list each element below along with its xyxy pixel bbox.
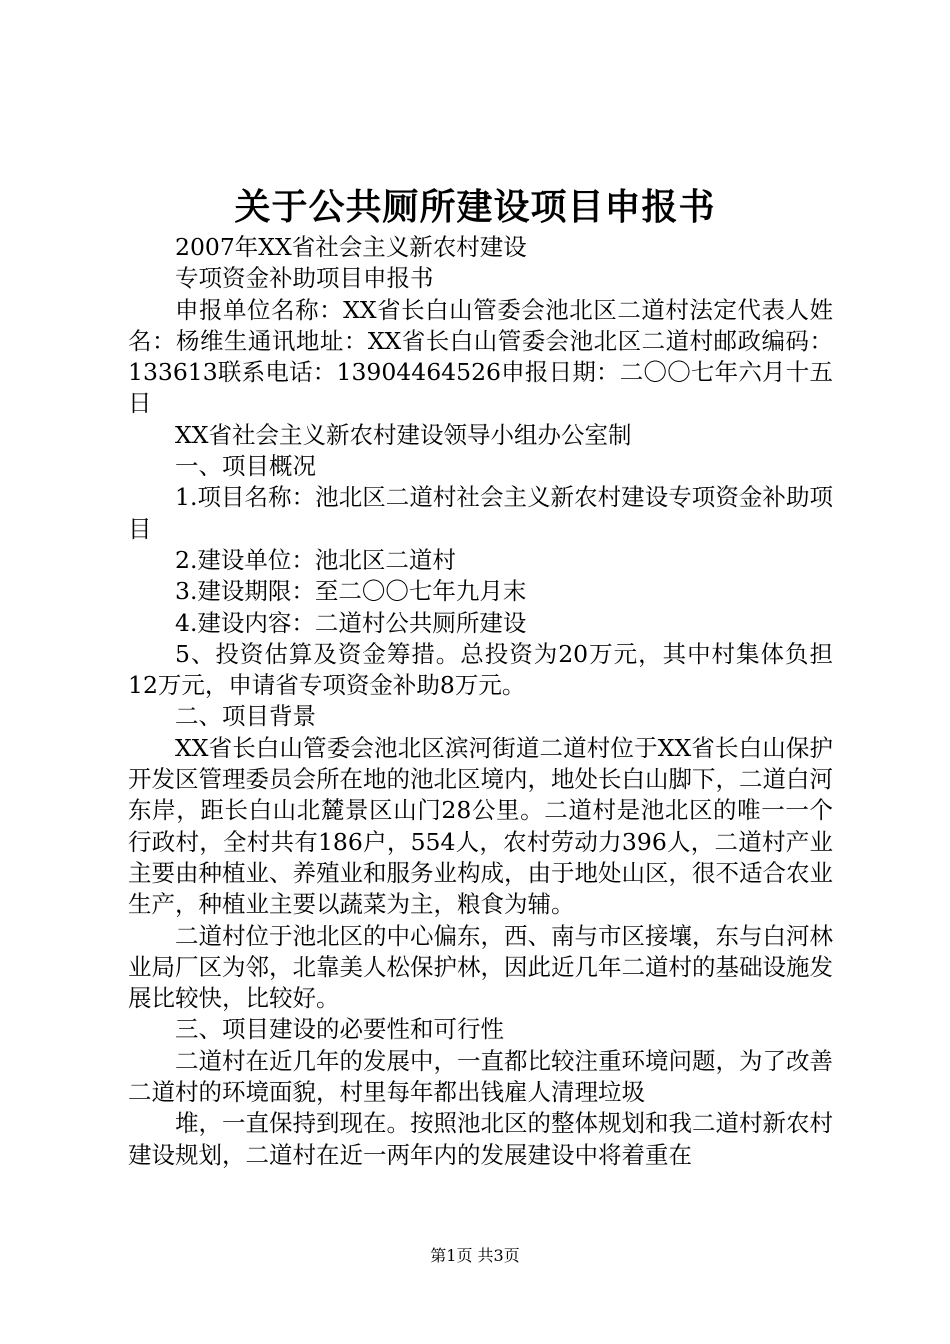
paragraph: 2007年XX省社会主义新农村建设 [175,233,527,261]
paragraph: 二道村在近几年的发展中，一直都比较注重环境问题，为了改善二道村的环境面貌，村里每年都出钱雇人清理垃圾 [128,1046,833,1107]
paragraph: 申报单位名称：XX省长白山管委会池北区二道村法定代表人姓名：杨维生通讯地址：XX省长白山管委会池北区二道村邮政编码：133613联系电话：13904464526申报日期：二〇〇七年六月十五日 [128,295,833,418]
paragraph: 1.项目名称：池北区二道村社会主义新农村建设专项资金补助项目 [128,483,833,543]
paragraph: 二道村位于池北区的中心偏东，西、南与市区接壤，东与白河林业局厂区为邻，北靠美人松保护林，因此近几年二道村的基础设施发展比较快，比较好。 [128,921,833,1013]
section-heading: 一、项目概况 [175,452,316,481]
paragraph: XX省长白山管委会池北区滨河街道二道村位于XX省长白山保护开发区管理委员会所在地的池北区境内，地处长白山脚下，二道白河东岸，距长白山北麓景区山门28公里。二道村是池北区的唯一一个行政村，全村共有186户，554人，农村劳动力396人，二道村产业主要由种植业、养殖业和服务业构成，由于地处山区，很不适合农业生产，种植业主要以蔬菜为主，粮食为辅。 [128,733,833,919]
paragraph: XX省社会主义新农村建设领导小组办公室制 [175,420,632,449]
page-footer: 第1页 共3页 [430,1246,520,1265]
section-heading: 三、项目建设的必要性和可行性 [175,1015,504,1044]
paragraph: 专项资金补助项目申报书 [175,264,434,293]
document-body [128,232,833,1171]
document-title: 关于公共厕所建设项目申报书 [234,186,716,228]
paragraph: 3.建设期限：至二〇〇七年九月末 [175,577,527,606]
paragraph: 4.建设内容：二道村公共厕所建设 [175,608,527,637]
section-heading: 二、项目背景 [175,702,316,731]
paragraph: 2.建设单位：池北区二道村 [175,545,456,574]
paragraph: 5、投资估算及资金筹措。总投资为20万元，其中村集体负担12万元，申请省专项资金补助8万元。 [128,639,833,700]
paragraph: 堆，一直保持到现在。按照池北区的整体规划和我二道村新农村建设规划，二道村在近一两年内的发展建设中将着重在 [128,1109,833,1169]
